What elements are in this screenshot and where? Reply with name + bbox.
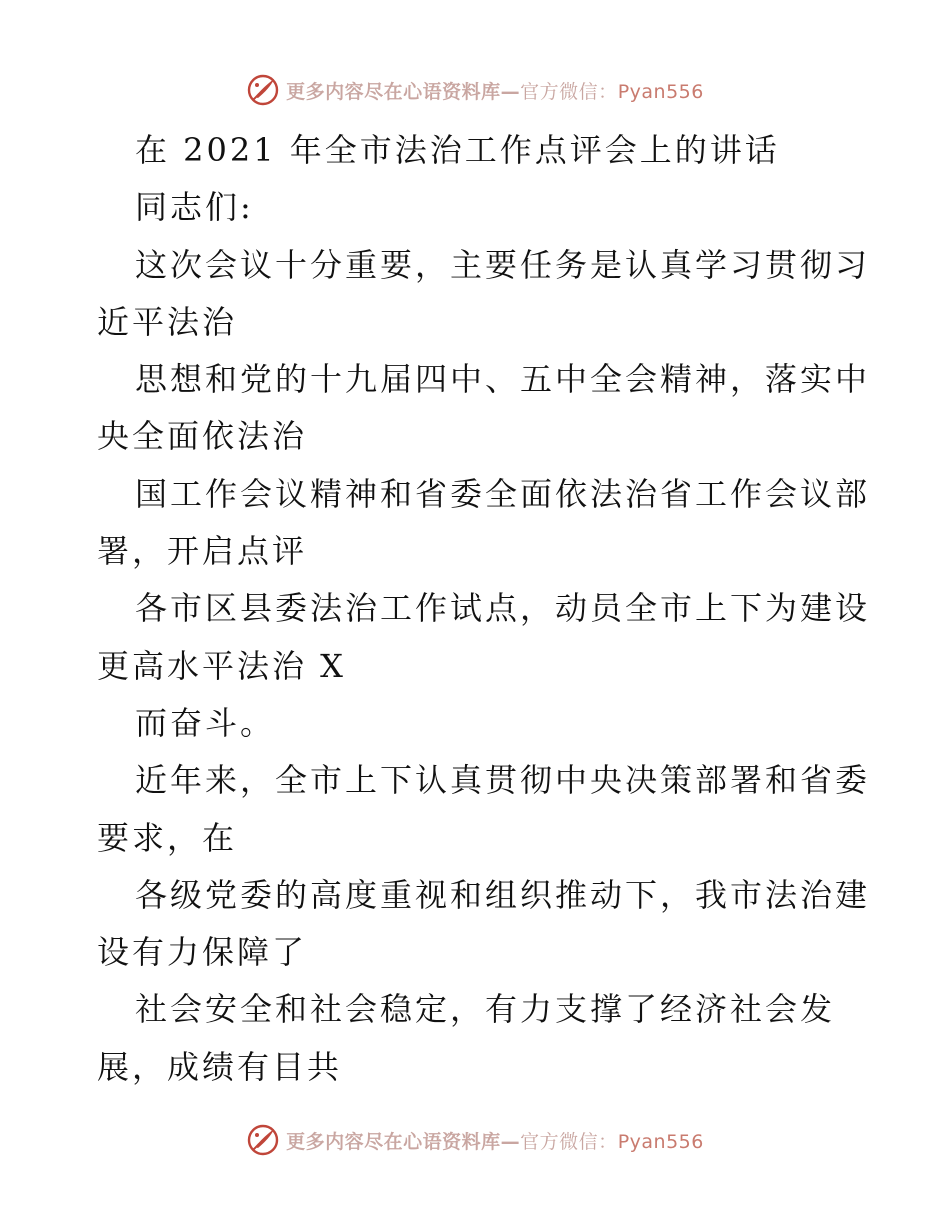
footer-watermark	[0, 1120, 950, 1160]
watermark-wechat-id: Pyan556	[617, 80, 704, 103]
text-line: 更高水平法治 X	[97, 646, 346, 685]
salutation: 同志们:	[135, 188, 254, 227]
watermark-slogan: 更多内容尽在心语资料库	[286, 1130, 501, 1153]
text-line: 社会安全和社会稳定，有力支撑了经济社会发	[135, 990, 836, 1029]
watermark-separator: —	[500, 1130, 521, 1153]
watermark-separator: —	[500, 80, 521, 103]
text-line: 展，成绩有目共	[97, 1047, 343, 1086]
text-line: 各级党委的高度重视和组织推动下，我市法治建	[135, 875, 871, 914]
text-line: 近年来，全市上下认真贯彻中央决策部署和省委	[135, 761, 871, 800]
text-line: 央全面依法治	[97, 417, 308, 456]
quill-pen-logo-icon	[246, 73, 280, 107]
document-body	[97, 122, 871, 1096]
text-line: 近平法治	[97, 302, 238, 341]
quill-pen-logo-icon	[246, 1123, 280, 1157]
watermark-text	[286, 1127, 704, 1154]
text-line: 而奋斗。	[135, 703, 276, 742]
text-line: 设有力保障了	[97, 933, 308, 972]
text-line: 国工作会议精神和省委全面依法治省工作会议部	[135, 474, 871, 513]
text-line: 要求，在	[97, 818, 238, 857]
watermark-slogan: 更多内容尽在心语资料库	[286, 80, 501, 103]
document-title: 在 2021 年全市法治工作点评会上的讲话	[135, 131, 780, 169]
watermark-wechat-label: 官方微信：	[520, 80, 618, 103]
text-line: 署，开启点评	[97, 532, 308, 571]
watermark-wechat-id: Pyan556	[617, 1130, 704, 1153]
watermark-wechat-label: 官方微信：	[520, 1130, 618, 1153]
text-line: 思想和党的十九届四中、五中全会精神，落实中	[135, 360, 871, 399]
watermark-text	[286, 77, 704, 104]
text-line: 各市区县委法治工作试点，动员全市上下为建设	[135, 589, 871, 628]
text-line: 这次会议十分重要，主要任务是认真学习贯彻习	[135, 245, 871, 284]
header-watermark	[0, 70, 950, 110]
